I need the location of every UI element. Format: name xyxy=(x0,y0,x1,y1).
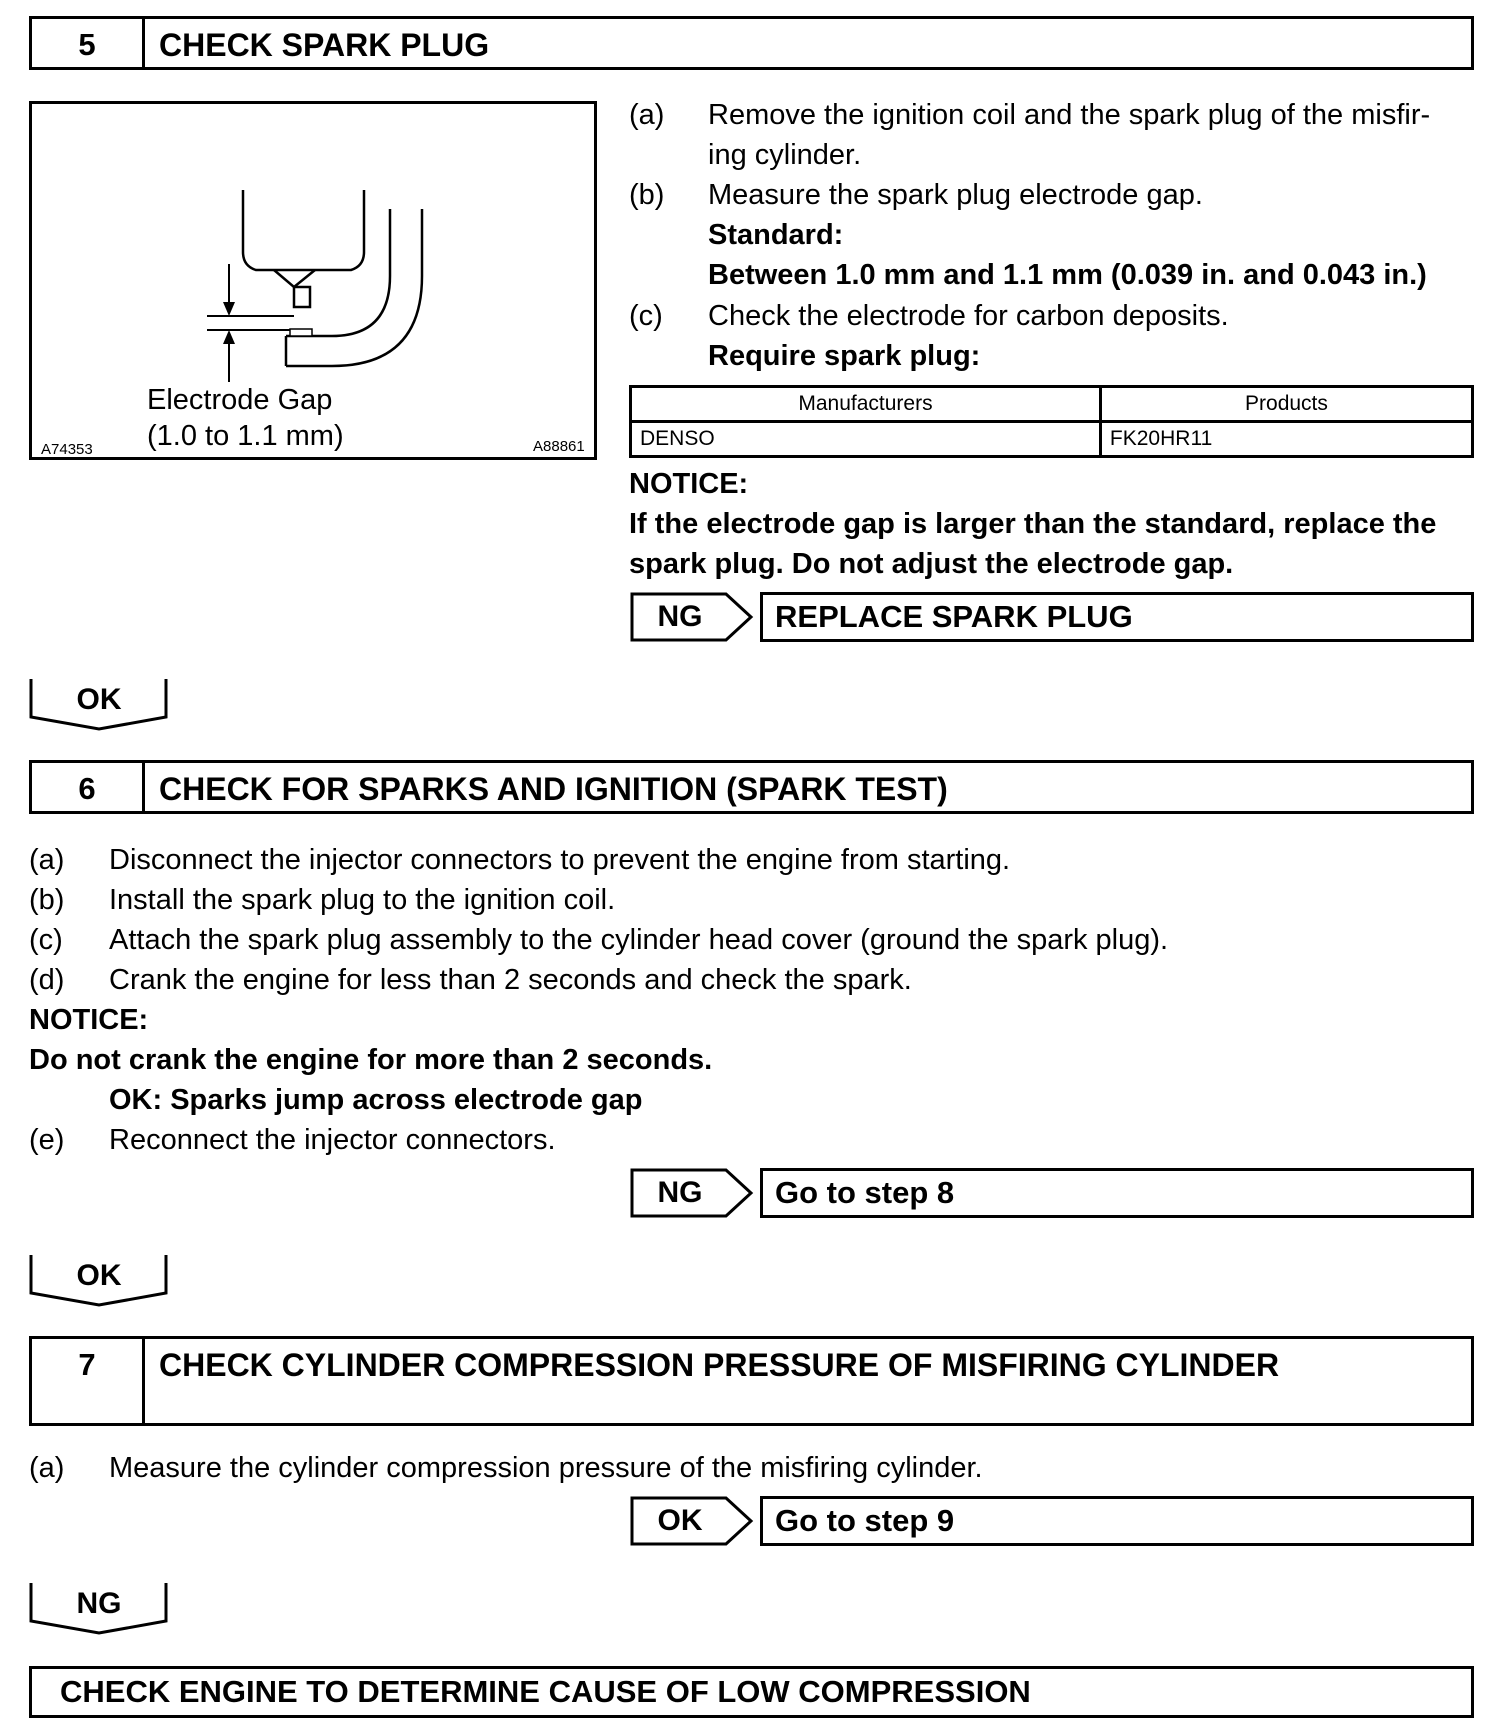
ng-tag-label: NG xyxy=(657,1176,703,1209)
step7-text-a: Measure the cylinder compression pressure of the misfiring cylinder. xyxy=(109,1452,983,1484)
step5-text-b: Measure the spark plug electrode gap. xyxy=(708,179,1203,211)
step5-ok-arrow xyxy=(29,677,169,732)
standard-label: Standard: xyxy=(708,219,844,251)
ng-tag-label: NG xyxy=(657,600,703,633)
step-number: 7 xyxy=(32,1339,145,1423)
step-title: CHECK SPARK PLUG xyxy=(159,27,490,63)
figure-label-range: (1.0 to 1.1 mm) xyxy=(147,420,344,452)
figure-code-left: A74353 xyxy=(41,441,93,458)
step5-marker-c: (c) xyxy=(629,300,663,332)
step6-ng-result xyxy=(630,1168,1474,1218)
ng-tag xyxy=(630,1168,754,1218)
table-row xyxy=(631,422,1473,457)
step6-text-a: Disconnect the injector connectors to prevent the engine from starting. xyxy=(109,844,1011,876)
step-title: CHECK FOR SPARKS AND IGNITION (SPARK TEST) xyxy=(159,771,948,807)
step6-marker-c: (c) xyxy=(29,924,63,956)
step6-text-b: Install the spark plug to the ignition coil. xyxy=(109,884,616,916)
step7-ok-result xyxy=(630,1496,1474,1546)
table-header-manufacturers: Manufacturers xyxy=(631,387,1101,422)
step-number: 6 xyxy=(32,763,145,811)
ng-tag xyxy=(630,592,754,642)
step6-notice-label: NOTICE: xyxy=(29,1004,149,1036)
go-to-step-8-box: Go to step 8 xyxy=(760,1168,1474,1218)
ok-arrow-label: OK xyxy=(76,683,122,716)
ok-tag-label: OK xyxy=(657,1504,703,1537)
spark-plug-table xyxy=(629,385,1474,458)
figure-label-gap: Electrode Gap xyxy=(147,384,333,416)
table-header-products: Products xyxy=(1100,387,1472,422)
ok-arrow-label: OK xyxy=(76,1259,122,1292)
step5-marker-b: (b) xyxy=(629,179,665,211)
step5-notice-line1: If the electrode gap is larger than the standard, replace the xyxy=(629,508,1437,540)
low-compression-box: CHECK ENGINE TO DETERMINE CAUSE OF LOW COMPRESSION xyxy=(29,1666,1474,1718)
step5-text-a2: ing cylinder. xyxy=(708,139,862,171)
figure-code-right: A88861 xyxy=(533,438,585,455)
step6-marker-d: (d) xyxy=(29,964,65,996)
step5-marker-a: (a) xyxy=(629,99,665,131)
table-cell-product: FK20HR11 xyxy=(1100,422,1472,457)
step5-notice-label: NOTICE: xyxy=(629,468,749,500)
step5-text-a1: Remove the ignition coil and the spark plug of the misfir- xyxy=(708,99,1431,131)
step7-ng-arrow xyxy=(29,1581,169,1636)
step5-notice-line2: spark plug. Do not adjust the electrode gap. xyxy=(629,548,1234,580)
table-cell-manufacturer: DENSO xyxy=(631,422,1101,457)
go-to-step-9-box: Go to step 9 xyxy=(760,1496,1474,1546)
step-5-header xyxy=(29,16,1474,70)
step6-ok-criteria: OK: Sparks jump across electrode gap xyxy=(109,1084,643,1116)
step-6-header xyxy=(29,760,1474,814)
step6-marker-e: (e) xyxy=(29,1124,65,1156)
step6-text-c: Attach the spark plug assembly to the cylinder head cover (ground the spark plug). xyxy=(109,924,1169,956)
step5-text-c: Check the electrode for carbon deposits. xyxy=(708,300,1229,332)
step-7-header xyxy=(29,1336,1474,1426)
step6-notice-text: Do not crank the engine for more than 2 seconds. xyxy=(29,1044,713,1076)
table-header-row xyxy=(631,387,1473,422)
step6-ok-arrow xyxy=(29,1253,169,1308)
step6-text-e: Reconnect the injector connectors. xyxy=(109,1124,556,1156)
step6-marker-b: (b) xyxy=(29,884,65,916)
step-number: 5 xyxy=(32,19,145,67)
step6-marker-a: (a) xyxy=(29,844,65,876)
ok-tag xyxy=(630,1496,754,1546)
ng-arrow-label: NG xyxy=(76,1587,122,1620)
replace-spark-plug-box: REPLACE SPARK PLUG xyxy=(760,592,1474,642)
step5-ng-result xyxy=(630,592,1474,642)
step-title: CHECK CYLINDER COMPRESSION PRESSURE OF MISFIRING CYLINDER xyxy=(159,1347,1280,1383)
step6-text-d: Crank the engine for less than 2 seconds and check the spark. xyxy=(109,964,912,996)
spark-plug-figure xyxy=(29,101,597,460)
require-label: Require spark plug: xyxy=(708,340,981,372)
standard-value: Between 1.0 mm and 1.1 mm (0.039 in. and 0.043 in.) xyxy=(708,259,1427,291)
step7-marker-a: (a) xyxy=(29,1452,65,1484)
